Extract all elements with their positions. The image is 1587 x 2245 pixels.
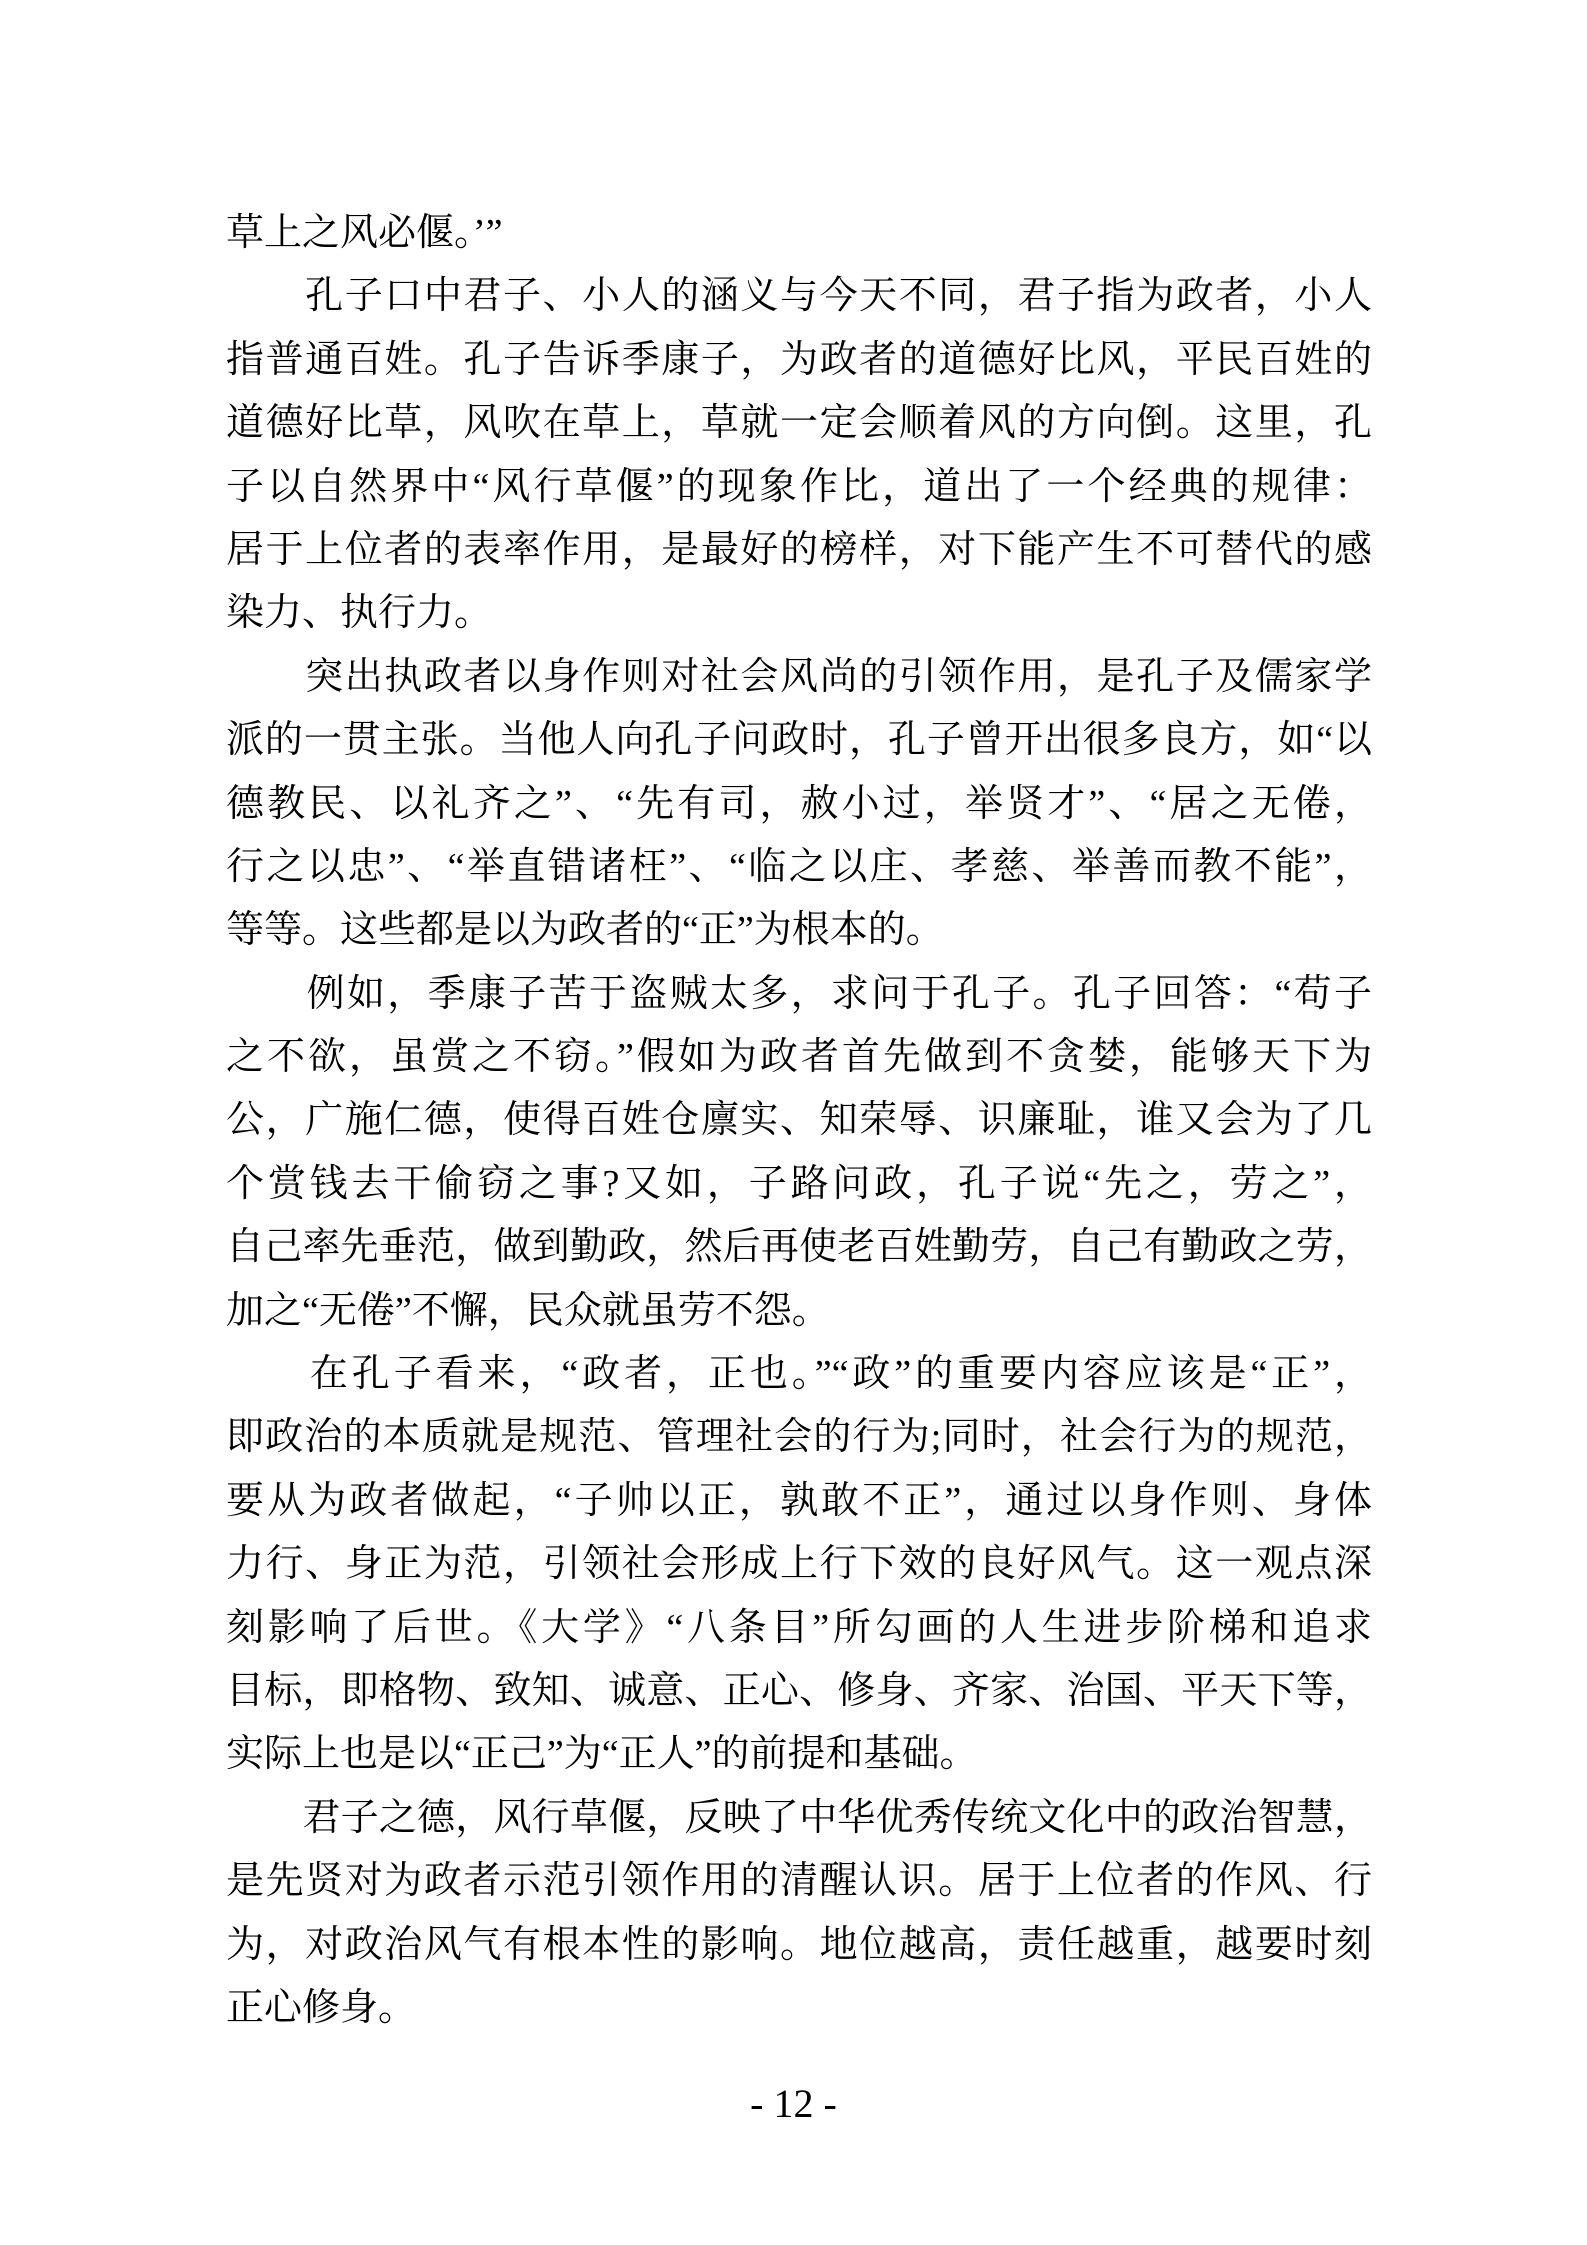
text-line: 要从为政者做起，“子帅以正，孰敢不正”，通过以身作则、身体 xyxy=(226,1479,1372,1522)
text-line: 居于上位者的表率作用，是最好的榜样，对下能产生不可替代的感 xyxy=(226,528,1372,571)
text-line: 实际上也是以“正己”为“正人”的前提和基础。 xyxy=(226,1733,978,1776)
text-line: 突出执政者以身作则对社会风尚的引领作用，是孔子及儒家学 xyxy=(226,655,1372,698)
text-line: 君子之德，风行草偃，反映了中华优秀传统文化中的政治智慧， xyxy=(226,1796,1372,1839)
text-line: 个赏钱去干偷窃之事?又如，子路问政，孔子说“先之，劳之”， xyxy=(226,1162,1372,1205)
text-line: 为，对政治风气有根本性的影响。地位越高，责任越重，越要时刻 xyxy=(226,1923,1372,1966)
text-line: 目标，即格物、致知、诚意、正心、修身、齐家、治国、平天下等， xyxy=(226,1669,1372,1712)
text-line: 染力、执行力。 xyxy=(226,592,493,635)
text-line: 自己率先垂范，做到勤政，然后再使老百姓勤劳，自己有勤政之劳， xyxy=(226,1226,1372,1269)
text-line: 之不欲，虽赏之不窃。”假如为政者首先做到不贪婪，能够天下为 xyxy=(226,1036,1372,1079)
text-line: 派的一贯主张。当他人向孔子问政时，孔子曾开出很多良方，如“以 xyxy=(226,719,1372,762)
text-line: 道德好比草，风吹在草上，草就一定会顺着风的方向倒。这里，孔 xyxy=(226,402,1372,445)
text-line: 指普通百姓。孔子告诉季康子，为政者的道德好比风，平民百姓的 xyxy=(226,338,1372,381)
text-line: 加之“无倦”不懈，民众就虽劳不怨。 xyxy=(226,1289,830,1332)
text-line: 公，广施仁德，使得百姓仓廪实、知荣辱、识廉耻，谁又会为了几 xyxy=(226,1099,1372,1142)
text-line: 等等。这些都是以为政者的“正”为根本的。 xyxy=(226,909,944,952)
text-line: 是先贤对为政者示范引领作用的清醒认识。居于上位者的作风、行 xyxy=(226,1860,1372,1903)
text-line: 草上之风必偃。’” xyxy=(226,212,503,254)
text-line: 行之以忠”、“举直错诸枉”、“临之以庄、孝慈、举善而教不能”， xyxy=(226,845,1372,888)
text-line: 在孔子看来，“政者，正也。”“政”的重要内容应该是“正”， xyxy=(226,1353,1372,1396)
text-line: 力行、身正为范，引领社会形成上行下效的良好风气。这一观点深 xyxy=(226,1543,1372,1586)
text-line: 孔子口中君子、小人的涵义与今天不同，君子指为政者，小人 xyxy=(226,275,1372,318)
text-line: 刻影响了后世。《大学》“八条目”所勾画的人生进步阶梯和追求 xyxy=(226,1606,1372,1649)
body-text xyxy=(226,202,1372,2040)
text-line: 德教民、以礼齐之”、“先有司，赦小过，举贤才”、“居之无倦， xyxy=(226,782,1372,825)
text-line: 例如，季康子苦于盗贼太多，求问于孔子。孔子回答：“苟子 xyxy=(226,972,1372,1015)
text-line: 正心修身。 xyxy=(226,1986,417,2029)
text-line: 即政治的本质就是规范、管理社会的行为;同时，社会行为的规范， xyxy=(226,1416,1372,1459)
text-line: 子以自然界中“风行草偃”的现象作比，道出了一个经典的规律： xyxy=(226,465,1372,508)
page-number: - 12 - xyxy=(750,2081,837,2126)
